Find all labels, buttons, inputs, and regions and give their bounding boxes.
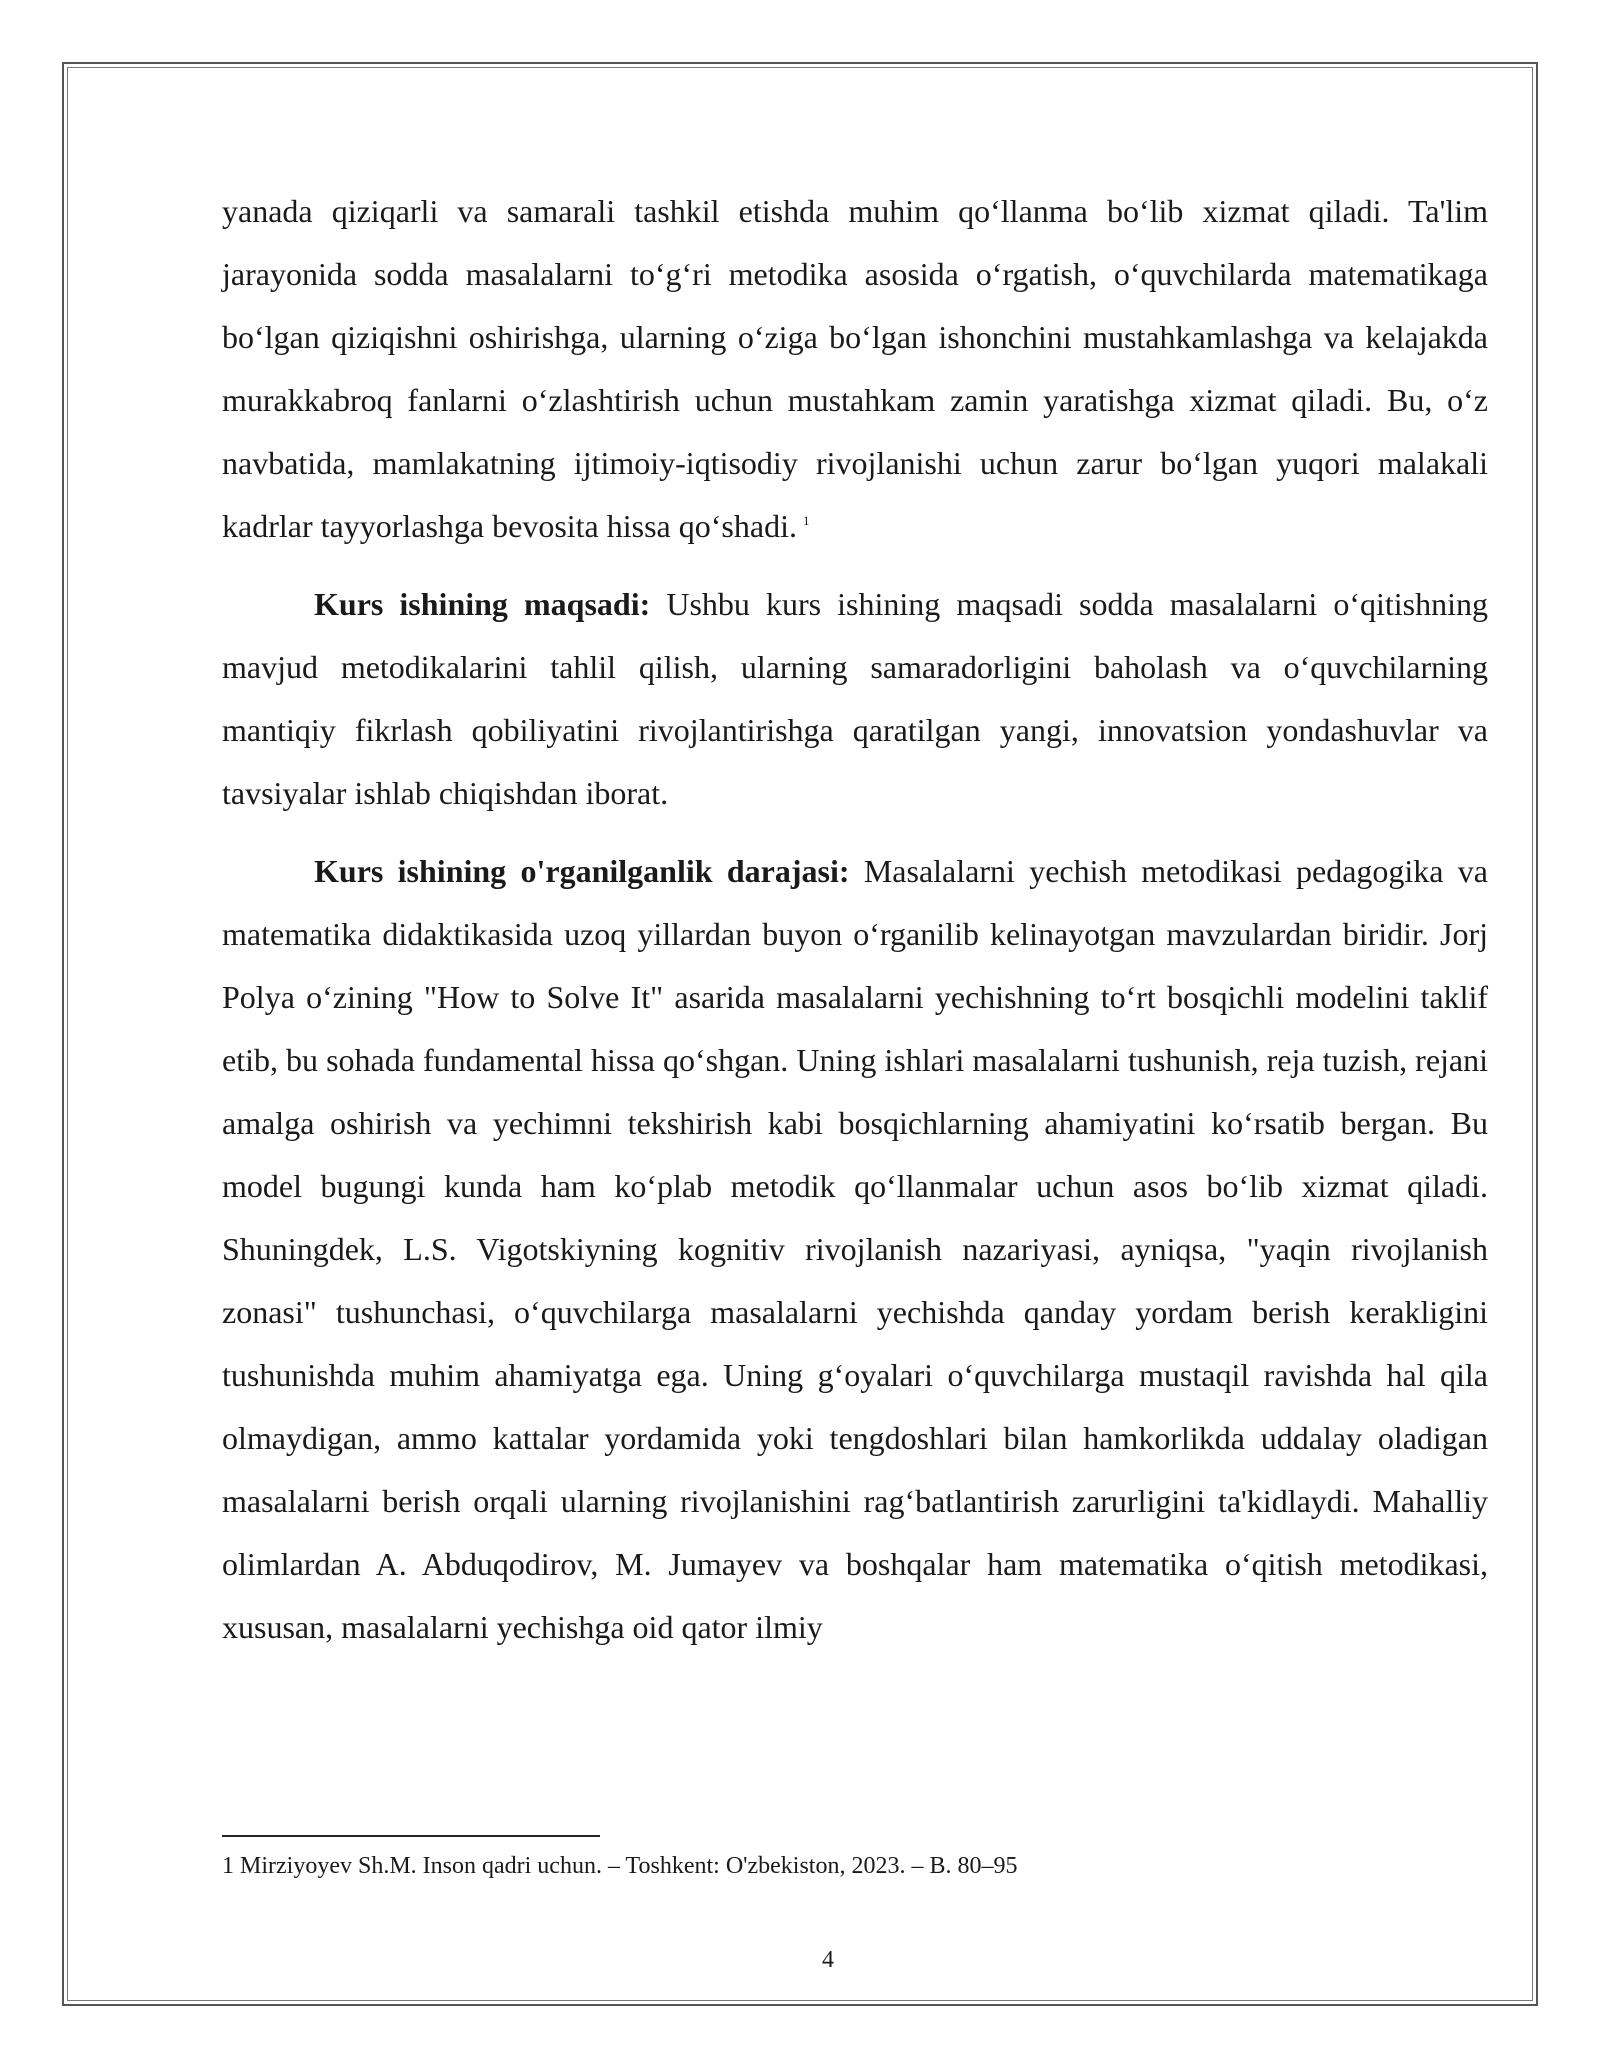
footnote-reference[interactable]: 1: [802, 513, 810, 529]
paragraph-text: Ushbu kurs ishining maqsadi sodda masalalarni o‘qitishning mavjud metodikalarini tahlil qilish, ularning samaradorligini baholash va o‘quvchilarning mantiqiy fikrlash qobiliyatini rivojlantirishga qaratilgan yangi, innovatsion yondashuvlar va tavsiyalar ishlab chiqishdan iborat.: [222, 586, 1489, 811]
paragraph-study-level: [222, 840, 1488, 1659]
footnote-text: Mirziyoyev Sh.M. Inson qadri uchun. – Toshkent: O'zbekiston, 2023. – B. 80–95: [234, 1853, 1018, 1879]
paragraph-continuation: [222, 180, 1488, 558]
paragraph-text: yanada qiziqarli va samarali tashkil etishda muhim qo‘llanma bo‘lib xizmat qiladi. Ta'lim jarayonida sodda masalalarni to‘g‘ri metodika asosida o‘rgatish, o‘quvchilarda matematikaga bo‘lgan qiziqishni oshirishga, ularning o‘ziga bo‘lgan ishonchini mustahkamlashga va kelajakda murakkabroq fanlarni o‘zlashtirish uchun mustahkam zamin yaratishga xizmat qiladi. Bu, o‘z navbatida, mamlakatning ijtimoiy-iqtisodiy rivojlanishi uchun zarur bo‘lgan yuqori malakali kadrlar tayyorlashga bevosita hissa qo‘shadi.: [222, 193, 1488, 544]
paragraph-purpose: [222, 573, 1488, 825]
footnote: [222, 1850, 1488, 1882]
page-number: 4: [822, 1947, 834, 1973]
footnote-separator: [222, 1835, 600, 1837]
paragraph-heading: Kurs ishining maqsadi:: [314, 586, 651, 622]
footnote-number: 1: [222, 1853, 234, 1879]
paragraph-heading: Kurs ishining o'rganilganlik darajasi:: [314, 853, 850, 889]
paragraph-text: Masalalarni yechish metodikasi pedagogika va matematika didaktikasida uzoq yillardan buyon o‘rganilib kelinayotgan mavzulardan biridir. Jorj Polya o‘zining "How to Solve It" asarida masalalarni yechishning to‘rt bosqichli modelini taklif etib, bu sohada fundamental hissa qo‘shgan. Uning ishlari masalalarni tushunish, reja tuzish, rejani amalga oshirish va yechimni tekshirish kabi bosqichlarning ahamiyatini ko‘rsatib bergan. Bu model bugungi kunda ham ko‘plab metodik qo‘llanmalar uchun asos bo‘lib xizmat qiladi. Shuningdek, L.S. Vigotskiyning kognitiv rivojlanish nazariyasi, ayniqsa, "yaqin rivojlanish zonasi" tushunchasi, o‘quvchilarga masalalarni yechishda qanday yordam berish kerakligini tushunishda muhim ahamiyatga ega. Uning g‘oyalari o‘quvchilarga mustaqil ravishda hal qila olmaydigan, ammo kattalar yordamida yoki tengdoshlari bilan hamkorlikda uddalay oladigan masalalarni berish orqali ularning rivojlanishini rag‘batlantirish zarurligini ta'kidlaydi. Mahalliy olimlardan A. Abduqodirov, M. Jumayev va boshqalar ham matematika o‘qitish metodikasi, xususan, masalalarni yechishga oid qator ilmiy: [222, 853, 1489, 1645]
body-text: [222, 180, 1488, 1674]
